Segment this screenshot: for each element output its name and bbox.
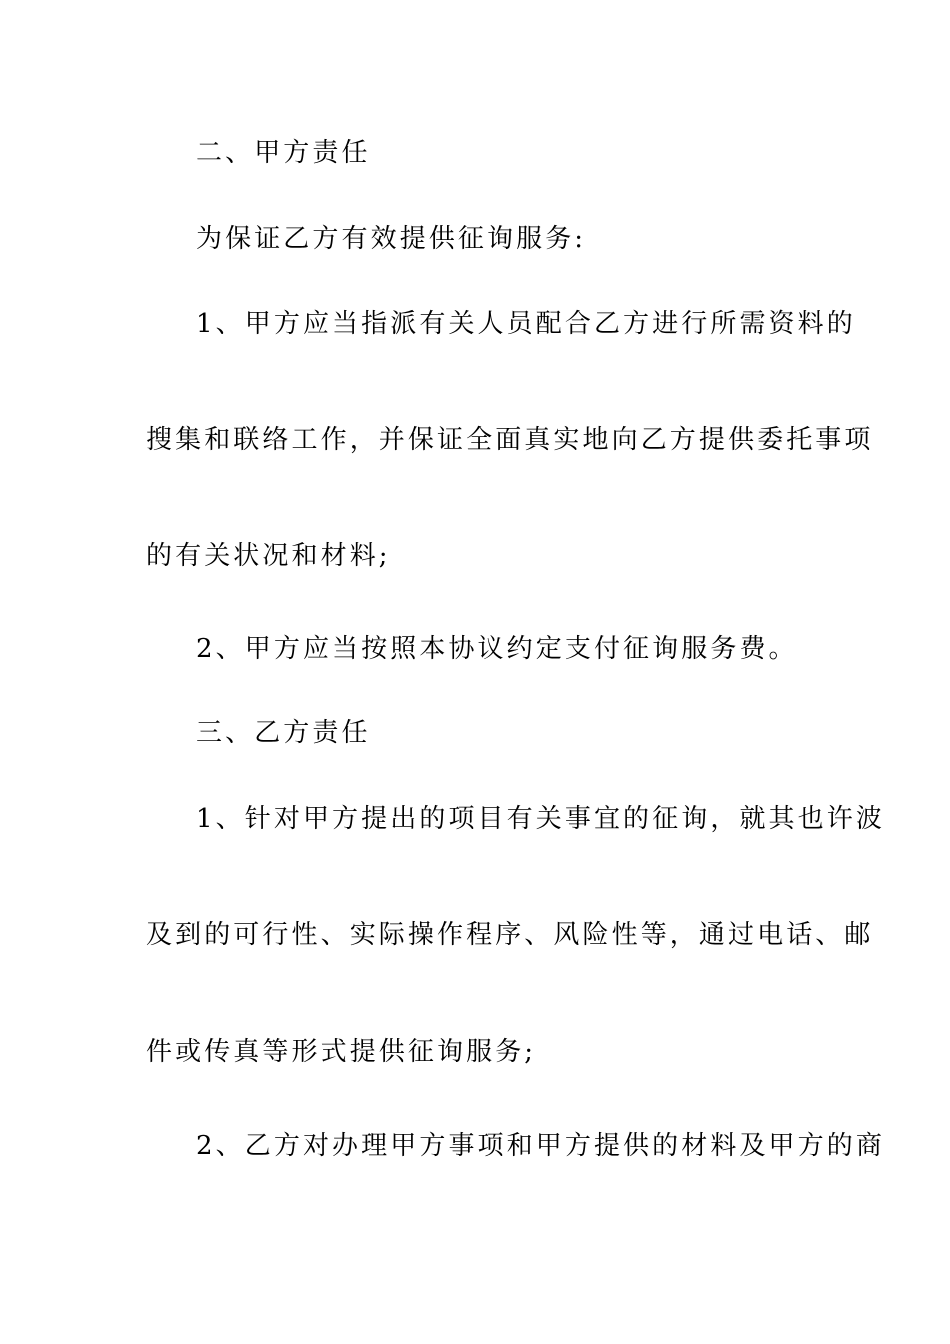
section-3-item-1-line-1: 1、针对甲方提出的项目有关事宜的征询，就其也许波 [196, 804, 885, 834]
section-3-item-1-line-3: 件或传真等形式提供征询服务; [146, 1037, 537, 1067]
section-2-item-1-line-1: 1、甲方应当指派有关人员配合乙方进行所需资料的 [196, 309, 856, 339]
section-2-heading: 二、甲方责任 [196, 138, 371, 168]
section-2-intro: 为保证乙方有效提供征询服务: [196, 224, 587, 254]
section-2-item-1-line-2: 搜集和联络工作，并保证全面真实地向乙方提供委托事项 [146, 425, 874, 455]
section-3-heading: 三、乙方责任 [196, 718, 371, 748]
section-3-item-1-line-2: 及到的可行性、实际操作程序、风险性等，通过电话、邮 [146, 920, 874, 950]
section-2-item-2: 2、甲方应当按照本协议约定支付征询服务费。 [196, 634, 798, 664]
section-2-item-1-line-3: 的有关状况和材料; [146, 541, 391, 571]
section-3-item-2-line-1: 2、乙方对办理甲方事项和甲方提供的材料及甲方的商 [196, 1131, 885, 1161]
